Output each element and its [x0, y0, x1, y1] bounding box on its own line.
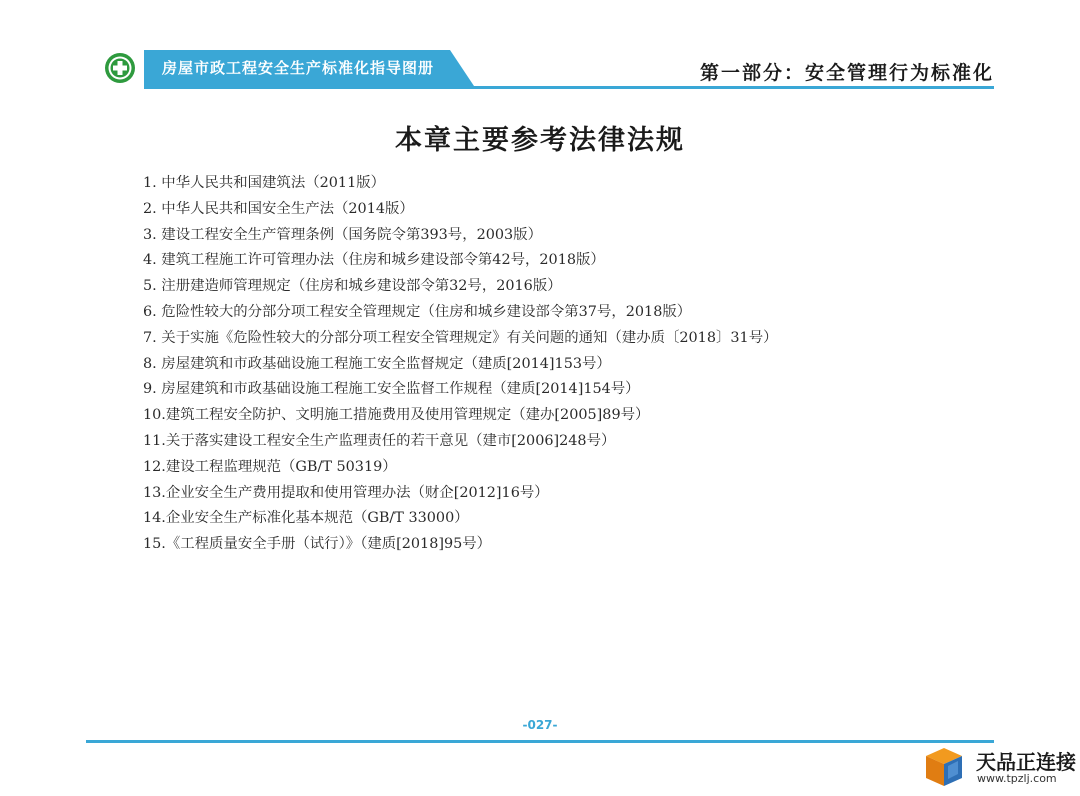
reference-list — [143, 171, 777, 558]
page-number: -027- — [522, 718, 558, 732]
list-item: 10.建筑工程安全防护、文明施工措施费用及使用管理规定（建办[2005]89号） — [143, 407, 650, 424]
list-item: 13.企业安全生产费用提取和使用管理办法（财企[2012]16号） — [143, 484, 549, 501]
list-item: 8. 房屋建筑和市政基础设施工程施工安全监督规定（建质[2014]153号） — [143, 355, 611, 372]
list-item: 14.企业安全生产标准化基本规范（GB/T 33000） — [143, 510, 469, 527]
header-divider — [144, 86, 994, 89]
banner-title: 房屋市政工程安全生产标准化指导图册 — [162, 59, 435, 77]
list-item: 15.《工程质量安全手册（试行）》（建质[2018]95号） — [143, 536, 492, 553]
list-item: 2. 中华人民共和国安全生产法（2014版） — [143, 200, 414, 217]
header-banner — [144, 50, 474, 86]
section-title: 第一部分：安全管理行为标准化 — [699, 62, 994, 84]
page-title: 本章主要参考法律法规 — [395, 125, 685, 156]
list-item: 4. 建筑工程施工许可管理办法（住房和城乡建设部令第42号，2018版） — [143, 252, 605, 269]
list-item: 11.关于落实建设工程安全生产监理责任的若干意见（建市[2006]248号） — [143, 432, 616, 449]
list-item: 3. 建设工程安全生产管理条例（国务院令第393号，2003版） — [143, 226, 542, 243]
list-item: 6. 危险性较大的分部分项工程安全管理规定（住房和城乡建设部令第37号，2018版） — [143, 303, 692, 320]
list-item: 12.建设工程监理规范（GB/T 50319） — [143, 458, 397, 475]
list-item: 9. 房屋建筑和市政基础设施工程施工安全监督工作规程（建质[2014]154号） — [143, 381, 640, 398]
footer-divider — [86, 740, 994, 743]
list-item: 7. 关于实施《危险性较大的分部分项工程安全管理规定》有关问题的通知（建办质〔2018〕31号） — [143, 329, 778, 346]
safety-cross-logo-icon — [104, 52, 136, 84]
cube-logo-icon — [922, 748, 968, 788]
watermark-name: 天品正连接 — [976, 750, 1076, 774]
list-item: 5. 注册建造师管理规定（住房和城乡建设部令第32号，2016版） — [143, 278, 562, 295]
watermark-url: www.tpzlj.com — [977, 772, 1057, 785]
list-item: 1. 中华人民共和国建筑法（2011版） — [143, 175, 386, 191]
